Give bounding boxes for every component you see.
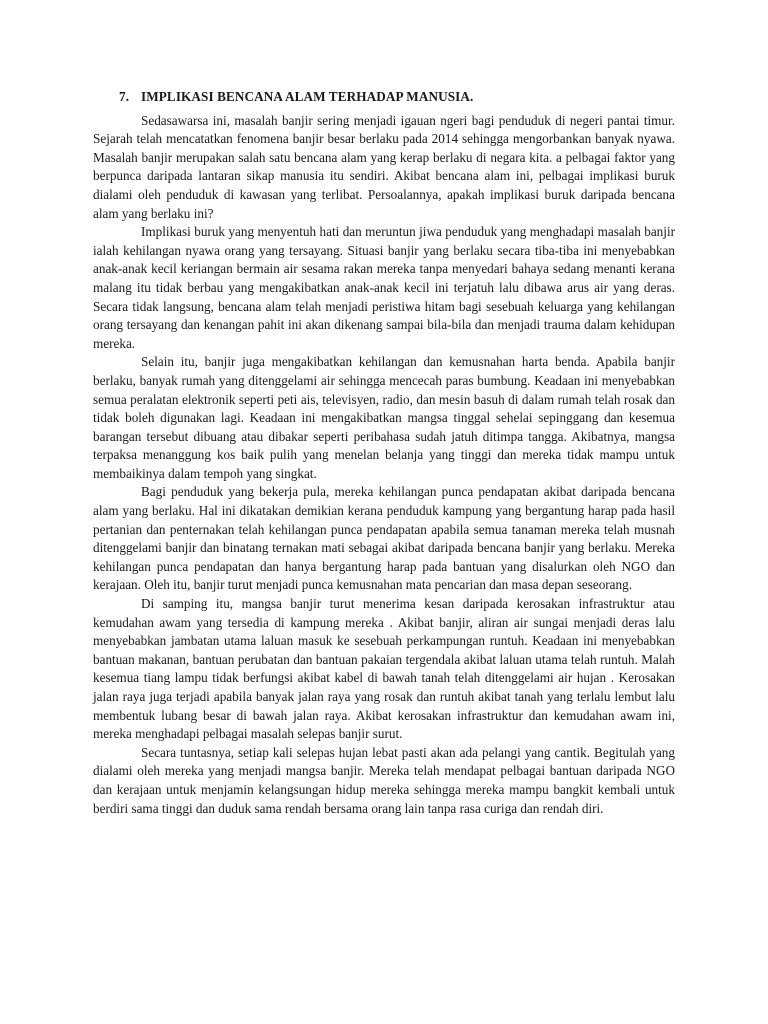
paragraph-intro: Sedasawarsa ini, masalah banjir sering menjadi igauan ngeri bagi penduduk di negeri pantai timur. Sejarah telah mencatatkan fenomena banjir besar berlaku pada 2014 sehingga mengorbankan banyak nyawa. Masalah banjir merupakan salah satu bencana alam yang kerap berlaku di negara kita. a pelbagai faktor yang berpunca daripada lantaran sikap manusia itu sendiri. Akibat bencana alam ini, pelbagai implikasi buruk dialami oleh penduduk di kawasan yang terlibat. Persoalannya, apakah implikasi buruk daripada bencana alam yang berlaku ini? (93, 112, 675, 221)
heading-number: 7. (119, 89, 130, 104)
document-page (93, 88, 675, 818)
heading-title: IMPLIKASI BENCANA ALAM TERHADAP MANUSIA. (141, 89, 474, 104)
paragraph-infrastructure: Di samping itu, mangsa banjir turut menerima kesan daripada kerosakan infrastruktur atau kemudahan awam yang tersedia di kampung mereka . Akibat banjir, aliran air sungai menjadi deras lalu menyebabkan jambatan utama laluan masuk ke sesebuah perkampungan runtuh. Keadaan ini menyebabkan bantuan makanan, bantuan perubatan dan bantuan pakaian tergendala akibat laluan utama telah runtuh. Malah kesemua tiang lampu tidak berfungsi akibat kabel di bawah tanah telah ditenggelami air hujan . Kerosakan jalan raya juga terjadi apabila banyak jalan raya yang rosak dan runtuh akibat tanah yang terlalu lembut lalu membentuk lubang besar di bawah jalan raya. Akibat kerosakan infrastruktur dan kemudahan awam ini, mereka menghadapi pelbagai masalah selepas banjir surut. (93, 596, 675, 742)
paragraph-conclusion: Secara tuntasnya, setiap kali selepas hujan lebat pasti akan ada pelangi yang cantik. Begitulah yang dialami oleh mereka yang menjadi mangsa banjir. Mereka telah mendapat pelbagai bantuan daripada NGO dan kerajaan untuk menjamin kelangsungan hidup mereka sehingga mereka mampu bangkit kembali untuk berdiri sama tinggi dan duduk sama rendah bersama orang lain tanpa rasa curiga dan rendah diri. (93, 744, 675, 816)
paragraph-income-loss: Bagi penduduk yang bekerja pula, mereka kehilangan punca pendapatan akibat daripada bencana alam yang berlaku. Hal ini dikatakan demikian kerana penduduk kampung yang bergantung harap pada hasil pertanian dan penternakan telah kehilangan punca pendapatan apabila semua tanaman mereka telah musnah ditenggelami banjir dan binatang ternakan mati sebagai akibat daripada bencana banjir yang berlaku. Mereka kehilangan punca pendapatan dan hanya bergantung harap pada bantuan yang disalurkan oleh NGO dan kerajaan. Oleh itu, banjir turut menjadi punca kemusnahan mata pencarian dan masa depan seseorang. (93, 484, 675, 593)
paragraph-property-loss: Selain itu, banjir juga mengakibatkan kehilangan dan kemusnahan harta benda. Apabila banjir berlaku, banyak rumah yang ditenggelami air sehingga mencecah paras bumbung. Keadaan ini menyebabkan semua peralatan elektronik seperti peti ais, televisyen, radio, dan mesin basuh di dalam rumah telah rosak dan tidak boleh digunakan lagi. Keadaan ini mengakibatkan mangsa tinggal sehelai sepinggang dan kesemua barangan tersebut dibuang atau dibakar seperti peribahasa sudah jatuh ditimpa tangga. Akibatnya, mangsa terpaksa menanggung kos baik pulih yang menelan belanja yang tinggi dan mereka tidak mampu untuk membaikinya dalam tempoh yang singkat. (93, 354, 675, 481)
section-heading (93, 88, 675, 107)
paragraph-loss-of-life: Implikasi buruk yang menyentuh hati dan meruntun jiwa penduduk yang menghadapi masalah banjir ialah kehilangan nyawa orang yang tersayang. Situasi banjir yang berlaku secara tiba-tiba ini menyebabkan anak-anak kecil keriangan bermain air sesama rakan mereka tanpa menyedari bahaya sedang menanti kerana malang itu tidak berbau yang mengakibatkan anak-anak kecil ini terjatuh lalu dibawa arus air yang deras. Secara tidak langsung, bencana alam telah menjadi peristiwa hitam bagi sesebuah keluarga yang kehilangan orang tersayang dan kenangan pahit ini akan dikenang sampai bila-bila dan menjadi trauma dalam kehidupan mereka. (93, 224, 675, 351)
